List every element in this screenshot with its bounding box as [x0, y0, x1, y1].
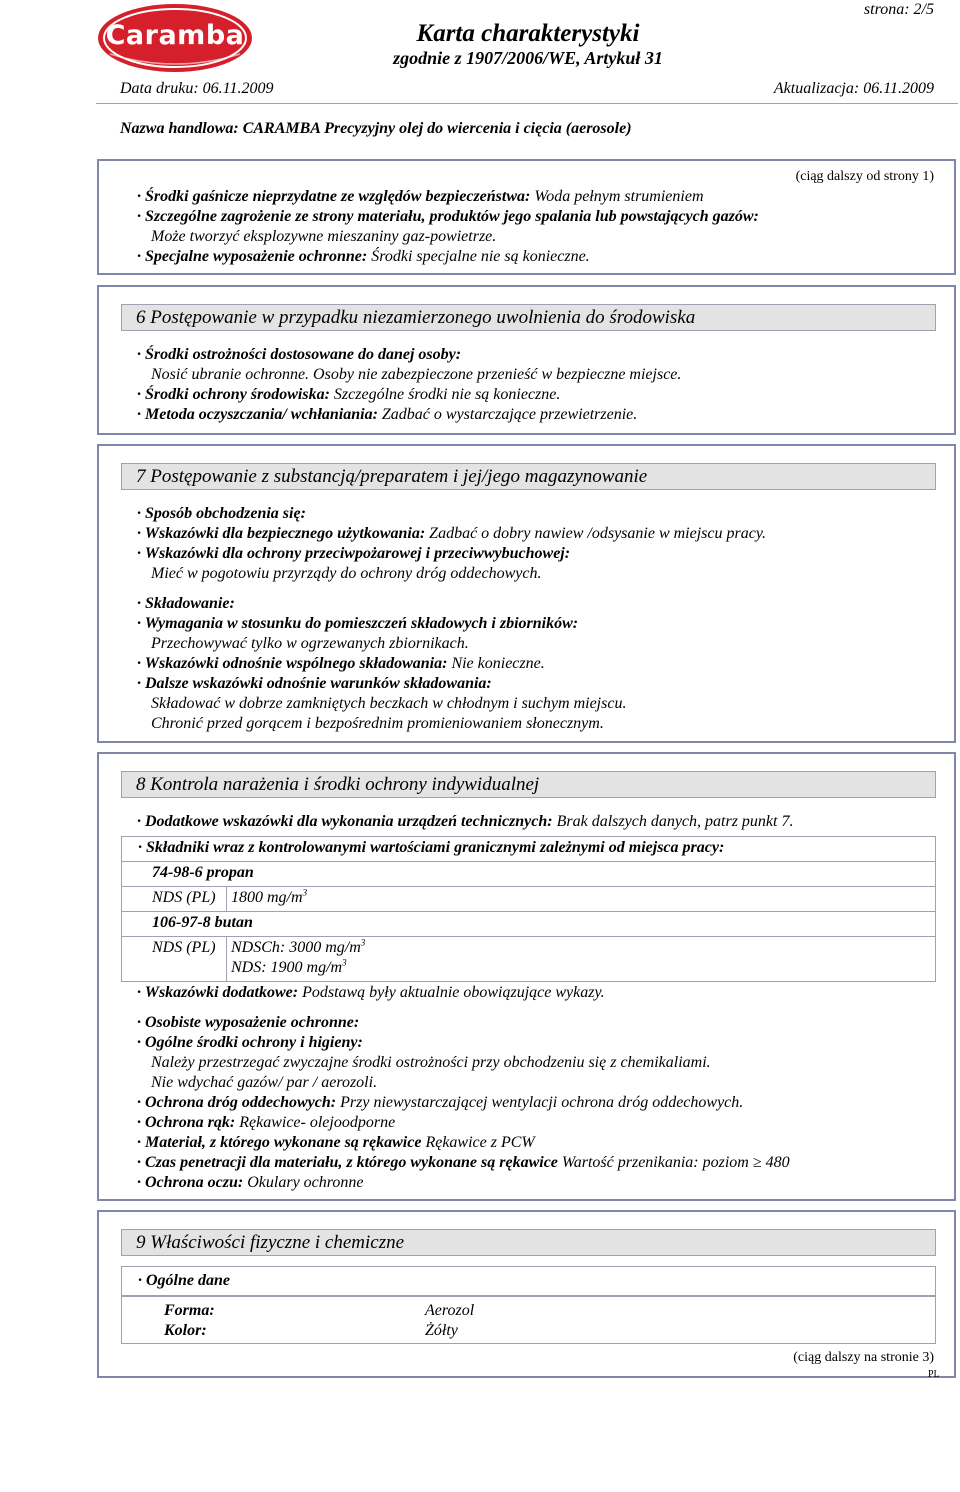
limit-type: NDS (PL) [152, 889, 216, 906]
section-5-continuation [97, 159, 956, 275]
limit-value: NDSCh: 3000 $mg/m^3$ [231, 937, 366, 956]
table-caption: · Składniki wraz z kontrolowanymi wartościami granicznymi zależnymi od miejsca pracy: [138, 839, 725, 856]
text-line: · Wskazówki dla ochrony przeciwpożarowej i przeciwwybuchowej: [137, 545, 571, 562]
text-line: Należy przestrzegać zwyczajne środki ostrożności przy obchodzeniu się z chemikaliami. [151, 1054, 711, 1071]
continued-on: (ciąg dalszy na stronie 3) [793, 1350, 934, 1365]
section-8 [97, 752, 956, 1201]
text-line: · Ochrona dróg oddechowych: Przy niewystarczającej wentylacji ochrona dróg oddechowych. [137, 1094, 744, 1111]
page-number: strona: 2/5 [863, 1, 934, 18]
property-value: Żółty [425, 1322, 458, 1339]
print-date: Data druku: 06.11.2009 [120, 80, 274, 97]
text-line: · Wskazówki odnośnie wspólnego składowania: Nie konieczne. [137, 655, 545, 672]
update-date: Aktualizacja: 06.11.2009 [773, 80, 934, 97]
table-rule [122, 936, 935, 937]
text-line: · Ochrona rąk: Rękawice- olejoodporne [137, 1114, 396, 1131]
text-line: · Środki gaśnicze nieprzydatne ze względów bezpieczeństwa: Woda pełnym strumieniem [137, 188, 704, 205]
text-line: Chronić przed gorącem i bezpośrednim promieniowaniem słonecznym. [151, 715, 604, 732]
limit-value: 1800 $mg/m^3$ [231, 887, 308, 906]
general-data-row [121, 1266, 936, 1296]
limit-value: NDS: 1900 $mg/m^3$ [231, 957, 347, 976]
text-line: · Dodatkowe wskazówki dla wykonania urządzeń technicznych: Brak dalszych danych, patrz punkt 7. [137, 813, 794, 830]
section-9 [97, 1210, 956, 1378]
text-line: · Czas penetracji dla materiału, z którego wykonane są rękawice Wartość przenikania: poziom ≥ 480 [137, 1154, 790, 1171]
limit-type: NDS (PL) [152, 939, 216, 956]
language-code: PL [928, 1369, 940, 1380]
table-rule [226, 936, 227, 981]
text-line: Przechowywać tylko w ogrzewanych zbiornikach. [151, 635, 469, 652]
text-line: · Wymagania w stosunku do pomieszczeń składowych i zbiorników: [137, 615, 579, 632]
substance-name: 74-98-6 propan [152, 864, 254, 881]
section-heading: 9 Właściwości fizyczne i chemiczne [121, 1229, 936, 1256]
table-rule [122, 861, 935, 862]
text-line: · Dalsze wskazówki odnośnie warunków składowania: [137, 675, 492, 692]
property-label: Forma: [164, 1302, 215, 1319]
text-line: · Osobiste wyposażenie ochronne: [137, 1014, 360, 1031]
text-line: · Składowanie: [137, 595, 235, 612]
property-label: Kolor: [164, 1322, 207, 1339]
table-rule [226, 886, 227, 911]
text-line: · Szczególne zagrożenie ze strony materiału, produktów jego spalania lub powstających gazów: [137, 208, 759, 225]
substance-name: 106-97-8 butan [152, 914, 253, 931]
section-heading: 7 Postępowanie z substancją/preparatem i jej/jego magazynowanie [121, 463, 936, 490]
text-line: Mieć w pogotowiu przyrządy do ochrony dróg oddechowych. [151, 565, 542, 582]
text-line: · Środki ostrożności dostosowane do danej osoby: [137, 346, 462, 363]
text-line: · Metoda oczyszczania/ wchłaniania: Zadbać o wystarczające przewietrzenie. [137, 406, 638, 423]
text-line: Składować w dobrze zamkniętych beczkach w chłodnym i suchym miejscu. [151, 695, 627, 712]
logo-text: Caramba [105, 20, 245, 51]
property-value: Aerozol [425, 1302, 475, 1319]
section-heading: 8 Kontrola narażenia i środki ochrony indywidualnej [121, 771, 936, 798]
text-line: · Ochrona oczu: Okulary ochronne [137, 1174, 364, 1191]
exposure-limits-table [121, 836, 936, 982]
trade-name: Nazwa handlowa: CARAMBA Precyzyjny olej do wiercenia i cięcia (aerosole) [120, 120, 632, 137]
text-line: Może tworzyć eksplozywne mieszaniny gaz-powietrze. [151, 228, 497, 245]
text-line: · Ogólne środki ochrony i higieny: [137, 1034, 363, 1051]
text-line: · Ogólne dane [138, 1272, 230, 1289]
document-title: Karta charakterystyki [416, 20, 640, 47]
table-rule [122, 886, 935, 887]
text-line: · Specjalne wyposażenie ochronne: Środki specjalne nie są konieczne. [137, 248, 590, 265]
section-7 [97, 444, 956, 743]
text-line: · Środki ochrony środowiska: Szczególne środki nie są konieczne. [137, 386, 561, 403]
text-line: · Materiał, z którego wykonane są rękawice Rękawice z PCW [137, 1134, 535, 1151]
text-line: · Wskazówki dodatkowe: Podstawą były aktualnie obowiązujące wykazy. [137, 984, 605, 1001]
table-rule [122, 911, 935, 912]
section-heading: 6 Postępowanie w przypadku niezamierzonego uwolnienia do środowiska [121, 304, 936, 331]
text-line: Nosić ubranie ochronne. Osoby nie zabezpieczone przenieść w bezpieczne miejsce. [151, 366, 682, 383]
text-line: · Sposób obchodzenia się: [137, 505, 306, 522]
text-line: Nie wdychać gazów/ par / aerozoli. [151, 1074, 378, 1091]
properties-table [121, 1296, 936, 1344]
document-subtitle: zgodnie z 1907/2006/WE, Artykuł 31 [393, 48, 663, 68]
text-line: · Wskazówki dla bezpiecznego użytkowania: Zadbać o dobry nawiew /odsysanie w miejscu pracy. [137, 525, 767, 542]
continued-from: (ciąg dalszy od strony 1) [795, 169, 934, 184]
section-6 [97, 285, 956, 435]
header-divider [96, 103, 958, 104]
